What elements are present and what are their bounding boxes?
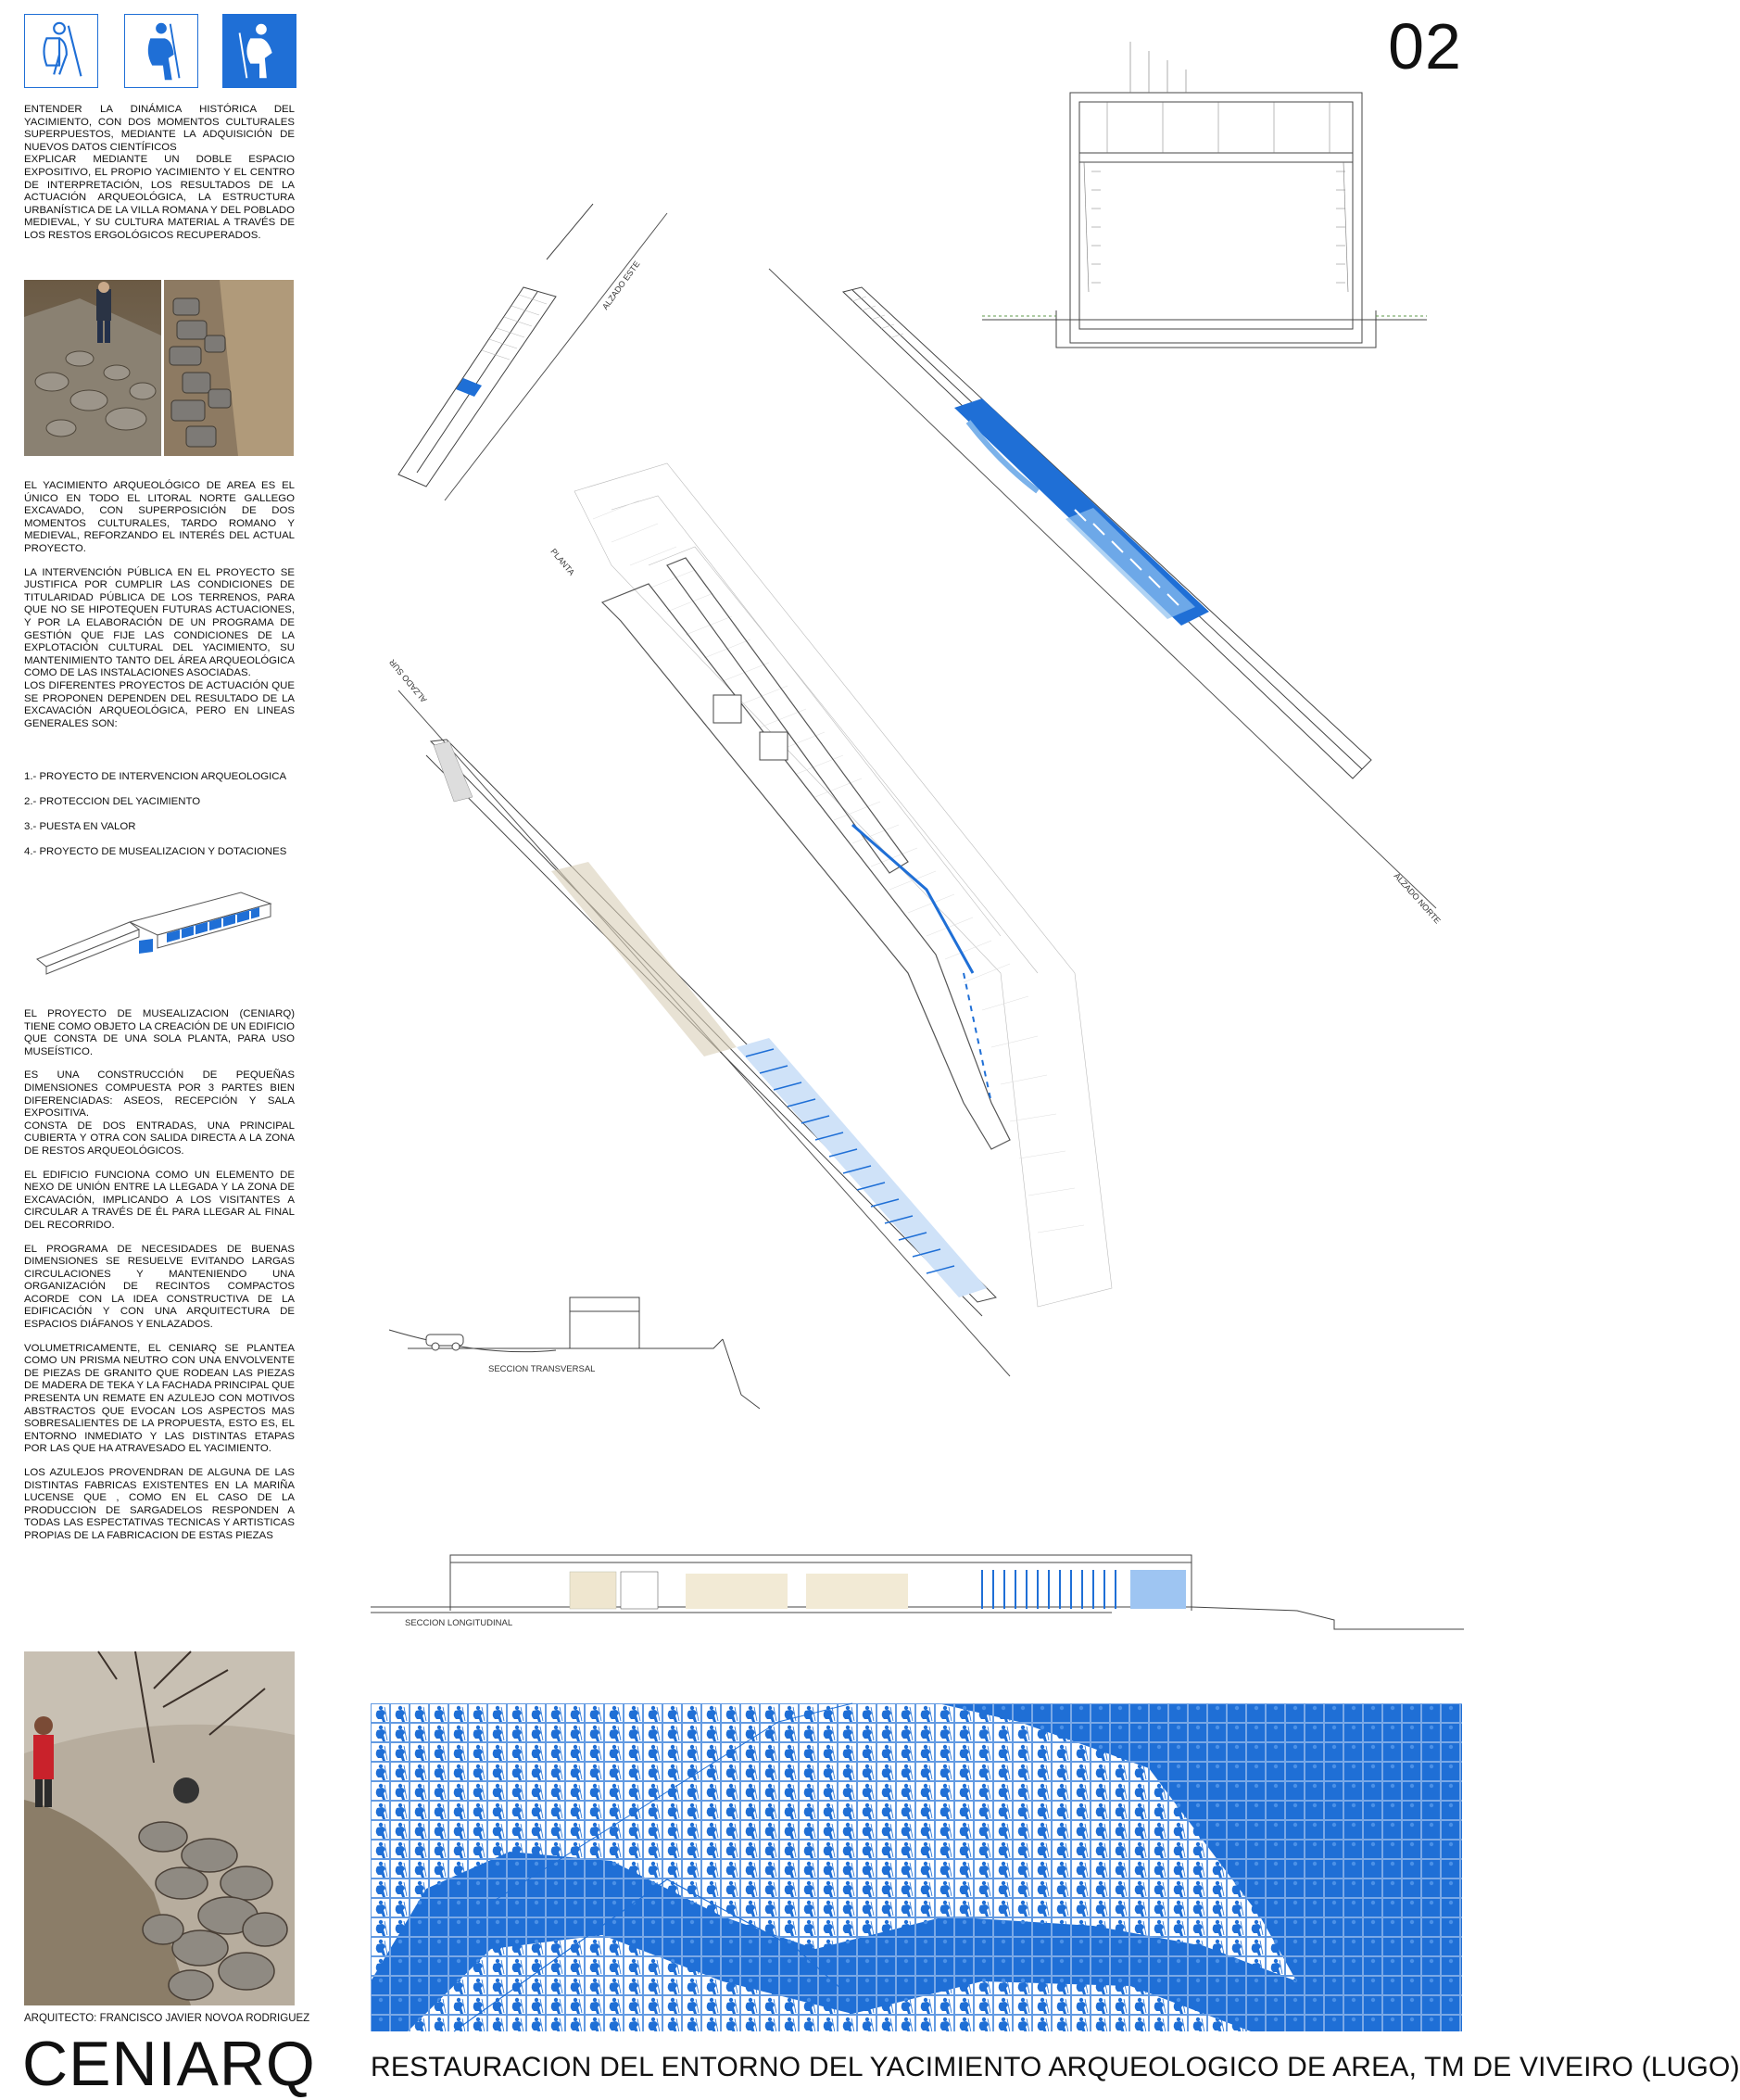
intro-paragraph-1: ENTENDER LA DINÁMICA HISTÓRICA DEL YACIMIENTO, CON DOS MOMENTOS CULTURALES SUPERPUESTOS, MEDIANTE LA ADQUISICIÓN DE NUEVOS DATOS CIENTÍFICOS	[24, 104, 295, 153]
excavation-photo-1	[24, 280, 161, 456]
project-item-4: 4.- PROYECTO DE MUSEALIZACION Y DOTACIONES	[24, 846, 287, 857]
axonometric-sketch	[28, 885, 287, 978]
body2-paragraph-3: CONSTA DE DOS ENTRADAS, UNA PRINCIPAL CUBIERTA Y OTRA CON SALIDA DIRECTA A LA ZONA DE RESTOS ARQUEOLÓGICOS.	[24, 1120, 295, 1157]
body2-paragraph-7: LOS AZULEJOS PROVENDRAN DE ALGUNA DE LAS DISTINTAS FABRICAS EXISTENTES EN LA MARIÑA LUCENSE QUE , COMO EN EL CASO DE LA PRODUCCION DE SARGADELOS RESPONDEN A TODAS LAS ESPECTATIVAS TECNICAS Y ARTISTICAS PROPIAS DE LA FABRICACION DE ESTAS PIEZAS	[24, 1467, 295, 1541]
body-text-2	[24, 1008, 295, 1554]
brand-title: CENIARQ	[22, 2029, 316, 2099]
intro-text	[24, 104, 295, 254]
body1-paragraph-2: LA INTERVENCIÓN PÚBLICA EN EL PROYECTO SE JUSTIFICA POR CUMPLIR LAS CONDICIONES DE TITULARIDAD PÚBLICA DE LOS TERRENOS, PARA QUE NO SE HIPOTEQUEN FUTURAS ACTUACIONES, Y POR LA ELABORACIÓN DE UN PROGRAMA DE GESTIÓN QUE FIJE LAS CONDICIONES DE LA EXPLOTACIÓN CULTURAL DEL YACIMIENTO, SU MANTENIMIENTO TANTO DEL ÁREA ARQUEOLÓGICA COMO DE LAS INSTALACIONES ASOCIADAS.	[24, 566, 295, 679]
body2-paragraph-1: EL PROYECTO DE MUSEALIZACION (CENIARQ) TIENE COMO OBJETO LA CREACIÓN DE UN EDIFICIO QUE CONSTA DE UNA SOLA PLANTA, PARA USO MUSEÍSTICO.	[24, 1008, 295, 1057]
body2-paragraph-4: EL EDIFICIO FUNCIONA COMO UN ELEMENTO DE NEXO DE UNIÓN ENTRE LA LLEGADA Y LA ZONA DE EXCAVACIÓN, IMPLICANDO A LOS VISITANTES A CIRCULAR A TRAVÉS DE ÉL PARA LLEGAR AL FINAL DEL RECORRIDO.	[24, 1169, 295, 1231]
tile-mural	[371, 1703, 1462, 2031]
sheet-number: 02	[1388, 10, 1462, 82]
body1-paragraph-1: EL YACIMIENTO ARQUEOLÓGICO DE AREA ES EL ÚNICO EN TODO EL LITORAL NORTE GALLEGO EXCAVADO, CON SUPERPOSICIÓN DE DOS MOMENTOS CULTURALES, TARDO ROMANO Y MEDIEVAL, REFORZANDO EL INTERÉS DEL ACTUAL PROYECTO.	[24, 480, 295, 554]
project-item-3: 3.- PUESTA EN VALOR	[24, 821, 136, 832]
site-visit-photo	[24, 1651, 295, 2005]
label-alzado-norte: ALZADO NORTE	[1392, 871, 1443, 926]
floor-plan-drawing	[556, 454, 1204, 1307]
label-planta: PLANTA	[548, 547, 577, 577]
longitudinal-section-drawing	[371, 1546, 1464, 1648]
label-alzado-este: ALZADO ESTE	[600, 259, 642, 311]
body2-paragraph-6: VOLUMETRICAMENTE, EL CENIARQ SE PLANTEA COMO UN PRISMA NEUTRO CON UNA ENVOLVENTE DE PIEZAS DE GRANITO QUE RODEAN LAS PIEZAS DE MADERA DE TEKA Y LA FACHADA PRINCIPAL QUE PRESENTA UN REMATE EN AZULEJO CON MOTIVOS ABSTRACTOS QUE EVOCAN LOS ASPECTOS MAS SOBRESALIENTES DE LA PROPUESTA, ESTO ES, EL ENTORNO INMEDIATO Y LAS DISTINTAS ETAPAS POR LAS QUE HA ATRAVESADO EL YACIMIENTO.	[24, 1342, 295, 1455]
project-title: RESTAURACION DEL ENTORNO DEL YACIMIENTO ARQUEOLOGICO DE AREA, TM DE VIVEIRO (LUGO)	[371, 2052, 1740, 2082]
body2-paragraph-5: EL PROGRAMA DE NECESIDADES DE BUENAS DIMENSIONES SE RESUELVE EVITANDO LARGAS CIRCULACIONES Y MANTENIENDO UNA ORGANIZACIÓN DE RECINTOS COMPACTOS ACORDE CON LA IDEA CONSTRUCTIVA DE LA EDIFICACIÓN Y CON UNA ARQUITECTURA DE ESPACIOS DIÁFANOS Y ENLAZADOS.	[24, 1243, 295, 1331]
label-seccion-longitudinal: SECCION LONGITUDINAL	[405, 1618, 513, 1628]
project-item-2: 2.- PROTECCION DEL YACIMIENTO	[24, 796, 201, 807]
label-alzado-sur: ALZADO SUR	[387, 657, 429, 704]
hiker-inverse-icon	[222, 14, 296, 88]
body1-paragraph-3: LOS DIFERENTES PROYECTOS DE ACTUACIÓN QUE SE PROPONEN DEPENDEN DEL RESULTADO DE LA EXCAVACIÓN ARQUEOLÓGICA, PERO EN LINEAS GENERALES SON:	[24, 679, 295, 729]
project-item-1: 1.- PROYECTO DE INTERVENCION ARQUEOLOGICA	[24, 771, 287, 782]
hiker-outline-icon	[24, 14, 98, 88]
label-seccion-transversal: SECCION TRANSVERSAL	[488, 1364, 596, 1374]
cross-section-drawing	[389, 1293, 760, 1418]
excavation-photo-2	[164, 280, 294, 456]
architect-credit: ARQUITECTO: FRANCISCO JAVIER NOVOA RODRIGUEZ	[24, 2013, 310, 2024]
body2-paragraph-2: ES UNA CONSTRUCCIÓN DE PEQUEÑAS DIMENSIONES COMPUESTA POR 3 PARTES BIEN DIFERENCIADAS: ASEOS, RECEPCIÓN Y SALA EXPOSITIVA.	[24, 1069, 295, 1120]
hiker-blue-icon	[124, 14, 198, 88]
body-text-1	[24, 480, 295, 741]
intro-paragraph-2: EXPLICAR MEDIANTE UN DOBLE ESPACIO EXPOSITIVO, EL PROPIO YACIMIENTO Y EL CENTRO DE INTERPRETACIÓN, LOS RESULTADOS DE LA ACTUACIÓN ARQUEOLÓGICA, LA ESTRUCTURA URBANÍSTICA DE LA VILLA ROMANA Y DEL POBLADO MEDIEVAL, Y SU CULTURA MATERIAL A TRAVÉS DE LOS RESTOS ERGOLÓGICOS RECUPERADOS.	[24, 154, 295, 241]
